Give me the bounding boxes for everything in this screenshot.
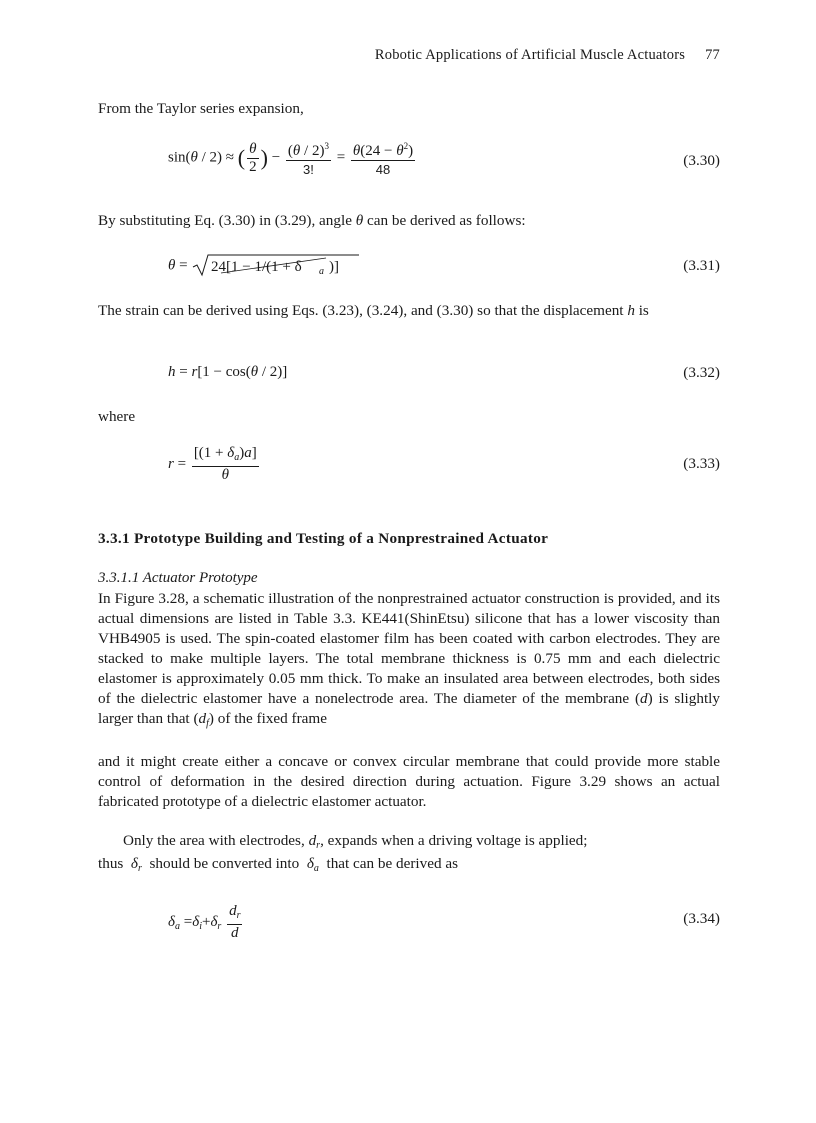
paragraph-where: where bbox=[98, 408, 136, 425]
delta-r-symbol: $\delta_r$ bbox=[127, 855, 142, 874]
strain-text-a: The strain can be derived using Eqs. (3.23), (3.24), and (3.30) so that the displacement bbox=[98, 302, 624, 319]
equation-number-3-33: (3.33) bbox=[683, 455, 720, 472]
section-heading: 3.3.1 Prototype Building and Testing of a Nonprestrained Actuator bbox=[98, 530, 549, 547]
h-symbol: h bbox=[627, 302, 639, 319]
equation-3-34: $\delta_a =\delta_i+\delta_r$ $\frac{d_r}{d}$ bbox=[168, 903, 241, 941]
body-text-3-a: Only the area with electrodes, bbox=[123, 832, 305, 849]
equation-number-3-32: (3.32) bbox=[683, 364, 720, 381]
paragraph-strain bbox=[98, 301, 720, 321]
running-header bbox=[375, 47, 720, 64]
dr-symbol: $d_r$ bbox=[308, 832, 321, 851]
d-symbol: d bbox=[640, 690, 648, 707]
paragraph-substituting bbox=[98, 211, 720, 231]
body-text-1: In Figure 3.28, a schematic illustration of the nonprestrained actuator construction is provided, and its actual dimensions are listed in Table 3.3. KE441(ShinEtsu) silicone that has a lower viscosity than VHB4905 is used. The spin-coated elastomer film has been coated with carbon electrodes. They are stacked to make multiple layers. The total membrane thickness is 0.75 mm and each dielectric elastomer is approximately 0.05 mm thick. To make an insulated area between electrodes, both sides of the dielectric elastomer have a nonelectrode area. The diameter of the membrane ( bbox=[98, 590, 720, 707]
theta-symbol: θ bbox=[355, 212, 368, 229]
sqrt-expression bbox=[191, 253, 361, 279]
page-number: 77 bbox=[705, 47, 720, 63]
body-text-1-end: ) of the fixed frame bbox=[208, 710, 327, 727]
body-text-4-a: thus bbox=[98, 855, 124, 872]
subsection-heading: 3.3.1.1 Actuator Prototype bbox=[98, 570, 258, 586]
svg-text:24[1 − 1/(1 + δ: 24[1 − 1/(1 + δ bbox=[211, 259, 302, 275]
body-text-4-c: that can be derived as bbox=[326, 855, 459, 872]
df-symbol: $d_f$ bbox=[198, 710, 209, 729]
equation-3-31: θ = 24[1 − 1/(1 + δ a )] bbox=[168, 253, 361, 279]
svg-text:)]: )] bbox=[329, 259, 340, 275]
body-paragraph-1 bbox=[98, 589, 720, 734]
equation-3-32: h = r[1 − cos(θ / 2)] bbox=[168, 364, 288, 380]
substituting-text-b: can be derived as follows: bbox=[367, 212, 526, 229]
paragraph-taylor: From the Taylor series expansion, bbox=[98, 100, 304, 117]
equation-3-33: r = $\frac{[(1 + \delta_a)a]}{\theta}$ bbox=[168, 445, 257, 483]
running-title: Robotic Applications of Artificial Muscle Actuators bbox=[374, 47, 686, 63]
body-paragraph-4 bbox=[98, 854, 720, 879]
substituting-text-a: By substituting Eq. (3.30) in (3.29), angle bbox=[98, 212, 352, 229]
svg-text:a: a bbox=[319, 266, 325, 277]
body-paragraph-3 bbox=[98, 831, 720, 856]
equation-number-3-31: (3.31) bbox=[683, 257, 720, 274]
equation-number-3-30: (3.30) bbox=[683, 152, 720, 169]
body-text-1-mid: ) is slightly larger than that ( bbox=[98, 690, 720, 727]
body-paragraph-2: and it might create either a concave or convex circular membrane that could provide more stable control of deformation in the desired direction during actuation. Figure 3.29 shows an actual fabricated prototype of a dielectric elastomer actuator. bbox=[98, 753, 720, 810]
equation-3-30: sin(θ / 2) ≈ ( $\frac{\theta}{2}$ ) − $\frac{(\theta / 2)^3}{3!}$ = $\frac{\theta(24 - \theta^2)}{48}$ bbox=[168, 138, 417, 178]
body-text-3-b: , expands when a driving voltage is applied; bbox=[320, 832, 588, 849]
delta-a-symbol: $\delta_a$ bbox=[303, 855, 319, 874]
equation-number-3-34: (3.34) bbox=[683, 910, 720, 927]
body-text-4-b: should be converted into bbox=[149, 855, 300, 872]
strain-text-b: is bbox=[638, 302, 649, 319]
